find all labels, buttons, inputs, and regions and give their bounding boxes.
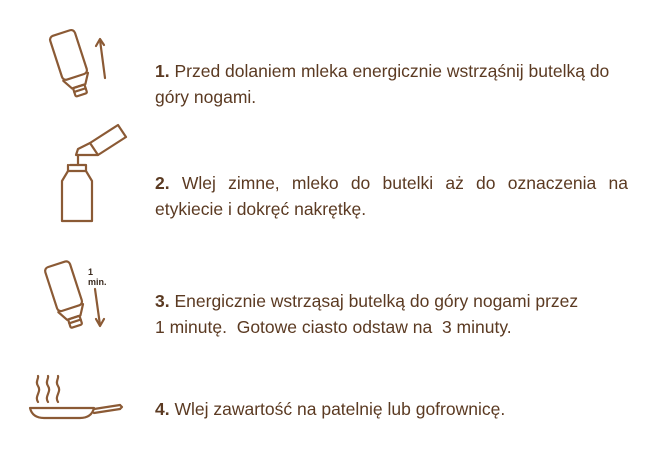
frying-pan-icon — [28, 372, 128, 422]
step-number: 3. — [155, 291, 170, 311]
step-number: 4. — [155, 399, 170, 419]
step-3-text — [155, 288, 635, 340]
step-4-text — [155, 396, 635, 422]
step-2-text — [155, 170, 628, 222]
step-description: Wlej zimne, mleko do butelki aż do oznaczenia na etykiecie i dokręć nakrętkę. — [155, 173, 628, 219]
pour-milk-icon — [48, 121, 138, 226]
step-1-text — [155, 58, 635, 110]
step-number: 1. — [155, 61, 170, 81]
step-3-line-1 — [155, 288, 635, 314]
step-description: Przed dolaniem mleka energicznie wstrząśnij butelką do góry nogami. — [155, 61, 610, 107]
step-description-line-1: Energicznie wstrząsaj butelką do góry nogami przez — [174, 291, 579, 311]
step-description-line-2: 1 minutę. Gotowe ciasto odstaw na 3 minuty. — [155, 317, 512, 337]
step-description: Wlej zawartość na patelnię lub gofrownicę. — [174, 399, 506, 419]
bottle-shake-icon — [45, 26, 115, 116]
bottle-shake-timer-icon — [38, 255, 113, 347]
timer-label: 1 min. — [88, 267, 107, 287]
step-number: 2. — [155, 173, 170, 193]
